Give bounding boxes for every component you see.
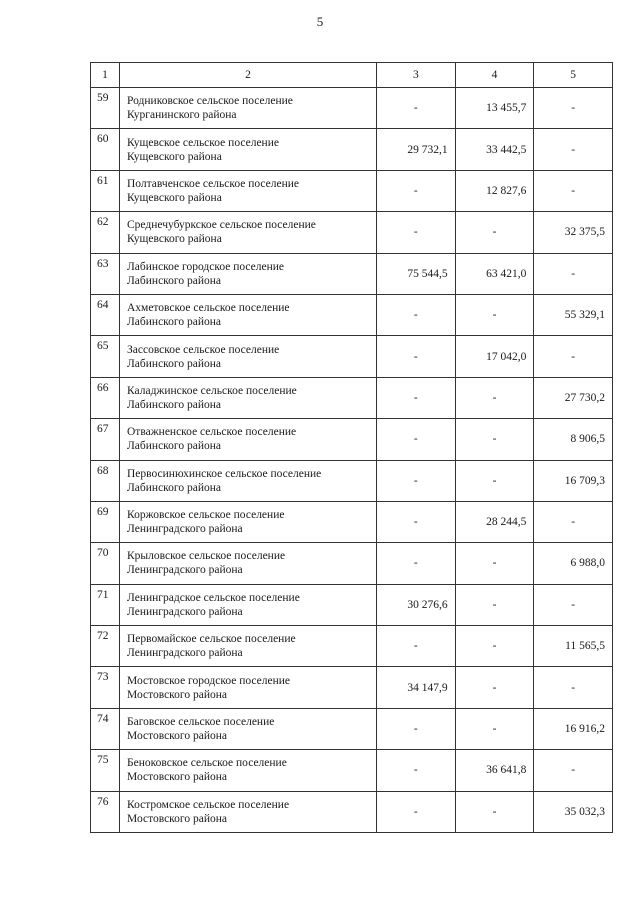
settlement-name-cell <box>120 377 377 418</box>
table-row <box>91 336 613 377</box>
settlement-name-cell <box>120 129 377 170</box>
settlements-table <box>90 62 613 833</box>
value-col-5: 55 329,1 <box>534 294 613 335</box>
table-row <box>91 584 613 625</box>
header-col-5: 5 <box>534 63 613 88</box>
district-name: Лабинского района <box>127 398 221 411</box>
settlement-name: Отважненское сельское поселение <box>127 426 297 439</box>
table-row <box>91 460 613 501</box>
table-body <box>91 88 613 833</box>
value-col-5: 27 730,2 <box>534 377 613 418</box>
value-col-3: - <box>377 336 456 377</box>
table-row <box>91 501 613 542</box>
value-col-4: 17 042,0 <box>455 336 534 377</box>
district-name: Мостовского района <box>127 730 227 743</box>
settlement-name: Зассовское сельское поселение <box>127 343 280 356</box>
settlement-name: Мостовское городское поселение <box>127 674 291 687</box>
value-col-5: - <box>534 750 613 791</box>
settlement-name: Каладжинское сельское поселение <box>127 384 297 397</box>
settlement-name: Первомайское сельское поселение <box>127 633 296 646</box>
value-col-5: - <box>534 501 613 542</box>
table-row <box>91 170 613 211</box>
value-col-3: - <box>377 170 456 211</box>
value-col-4: 63 421,0 <box>455 253 534 294</box>
settlement-name-cell <box>120 626 377 667</box>
settlement-name: Кущевское сельское поселение <box>127 136 279 149</box>
value-col-5: - <box>534 253 613 294</box>
row-number: 69 <box>91 501 120 542</box>
settlement-name-cell <box>120 253 377 294</box>
value-col-4: - <box>455 294 534 335</box>
row-number: 75 <box>91 750 120 791</box>
value-col-4: - <box>455 708 534 749</box>
district-name: Кущевского района <box>127 233 222 246</box>
row-number: 60 <box>91 129 120 170</box>
settlement-name: Коржовское сельское поселение <box>127 509 285 522</box>
value-col-3: - <box>377 294 456 335</box>
table-row <box>91 294 613 335</box>
district-name: Лабинского района <box>127 440 221 453</box>
value-col-5: - <box>534 129 613 170</box>
value-col-4: - <box>455 626 534 667</box>
row-number: 64 <box>91 294 120 335</box>
row-number: 74 <box>91 708 120 749</box>
value-col-4: - <box>455 419 534 460</box>
row-number: 66 <box>91 377 120 418</box>
settlement-name: Родниковское сельское поселение <box>127 95 293 108</box>
settlement-name-cell <box>120 708 377 749</box>
district-name: Кущевского района <box>127 150 222 163</box>
settlement-name: Полтавченское сельское поселение <box>127 177 300 190</box>
value-col-3: - <box>377 377 456 418</box>
value-col-3: - <box>377 212 456 253</box>
table-row <box>91 708 613 749</box>
district-name: Ленинградского района <box>127 647 243 660</box>
value-col-4: - <box>455 460 534 501</box>
settlement-name: Костромское сельское поселение <box>127 798 290 811</box>
value-col-4: - <box>455 584 534 625</box>
value-col-5: 8 906,5 <box>534 419 613 460</box>
value-col-3: - <box>377 791 456 832</box>
settlement-name-cell <box>120 543 377 584</box>
settlement-name: Ахметовское сельское поселение <box>127 302 290 315</box>
value-col-3: 75 544,5 <box>377 253 456 294</box>
value-col-5: - <box>534 88 613 129</box>
value-col-3: 34 147,9 <box>377 667 456 708</box>
row-number: 70 <box>91 543 120 584</box>
value-col-5: 11 565,5 <box>534 626 613 667</box>
settlement-name: Беноковское сельское поселение <box>127 757 287 770</box>
district-name: Курганинского района <box>127 109 237 122</box>
value-col-5: - <box>534 584 613 625</box>
settlement-name: Лабинское городское поселение <box>127 260 285 273</box>
row-number: 72 <box>91 626 120 667</box>
table-row <box>91 543 613 584</box>
header-col-1: 1 <box>91 63 120 88</box>
value-col-4: - <box>455 377 534 418</box>
value-col-4: - <box>455 667 534 708</box>
table-header-row <box>91 63 613 88</box>
value-col-5: - <box>534 667 613 708</box>
row-number: 61 <box>91 170 120 211</box>
district-name: Лабинского района <box>127 274 221 287</box>
row-number: 67 <box>91 419 120 460</box>
district-name: Ленинградского района <box>127 523 243 536</box>
settlement-name-cell <box>120 294 377 335</box>
header-col-2: 2 <box>120 63 377 88</box>
settlement-name-cell <box>120 170 377 211</box>
settlement-name-cell <box>120 419 377 460</box>
row-number: 63 <box>91 253 120 294</box>
settlement-name-cell <box>120 212 377 253</box>
table-row <box>91 253 613 294</box>
value-col-4: 13 455,7 <box>455 88 534 129</box>
value-col-4: 28 244,5 <box>455 501 534 542</box>
district-name: Кущевского района <box>127 191 222 204</box>
district-name: Лабинского района <box>127 357 221 370</box>
table-row <box>91 129 613 170</box>
district-name: Мостовского района <box>127 771 227 784</box>
settlement-name: Крыловское сельское поселение <box>127 550 286 563</box>
district-name: Мостовского района <box>127 812 227 825</box>
settlement-name-cell <box>120 750 377 791</box>
table-row <box>91 419 613 460</box>
table-row <box>91 791 613 832</box>
settlement-name-cell <box>120 336 377 377</box>
row-number: 76 <box>91 791 120 832</box>
settlement-name-cell <box>120 667 377 708</box>
value-col-5: 6 988,0 <box>534 543 613 584</box>
settlement-name: Ленинградское сельское поселение <box>127 591 300 604</box>
table-row <box>91 626 613 667</box>
value-col-3: - <box>377 626 456 667</box>
page-number: 5 <box>316 14 324 29</box>
value-col-3: - <box>377 501 456 542</box>
district-name: Ленинградского района <box>127 605 243 618</box>
value-col-3: - <box>377 708 456 749</box>
district-name: Лабинского района <box>127 316 221 329</box>
settlement-name-cell <box>120 88 377 129</box>
row-number: 62 <box>91 212 120 253</box>
value-col-4: - <box>455 212 534 253</box>
value-col-4: 12 827,6 <box>455 170 534 211</box>
table-row <box>91 88 613 129</box>
settlement-name: Баговское сельское поселение <box>127 716 275 729</box>
settlement-name-cell <box>120 584 377 625</box>
value-col-3: 29 732,1 <box>377 129 456 170</box>
settlement-name-cell <box>120 791 377 832</box>
value-col-4: 36 641,8 <box>455 750 534 791</box>
value-col-4: 33 442,5 <box>455 129 534 170</box>
value-col-3: - <box>377 88 456 129</box>
district-name: Мостовского района <box>127 688 227 701</box>
value-col-5: 35 032,3 <box>534 791 613 832</box>
row-number: 71 <box>91 584 120 625</box>
value-col-4: - <box>455 543 534 584</box>
table-row <box>91 667 613 708</box>
settlement-name-cell <box>120 501 377 542</box>
settlement-name: Первосинюхинское сельское поселение <box>127 467 322 480</box>
value-col-5: 16 709,3 <box>534 460 613 501</box>
row-number: 68 <box>91 460 120 501</box>
header-col-4: 4 <box>455 63 534 88</box>
value-col-3: 30 276,6 <box>377 584 456 625</box>
value-col-4: - <box>455 791 534 832</box>
district-name: Ленинградского района <box>127 564 243 577</box>
district-name: Лабинского района <box>127 481 221 494</box>
value-col-3: - <box>377 543 456 584</box>
table-row <box>91 377 613 418</box>
value-col-3: - <box>377 750 456 791</box>
value-col-5: - <box>534 170 613 211</box>
value-col-5: 32 375,5 <box>534 212 613 253</box>
header-col-3: 3 <box>377 63 456 88</box>
settlement-name-cell <box>120 460 377 501</box>
settlement-name: Среднечубуркское сельское поселение <box>127 219 316 232</box>
table-row <box>91 212 613 253</box>
value-col-3: - <box>377 460 456 501</box>
row-number: 65 <box>91 336 120 377</box>
value-col-5: - <box>534 336 613 377</box>
table-row <box>91 750 613 791</box>
value-col-5: 16 916,2 <box>534 708 613 749</box>
row-number: 59 <box>91 88 120 129</box>
row-number: 73 <box>91 667 120 708</box>
value-col-3: - <box>377 419 456 460</box>
